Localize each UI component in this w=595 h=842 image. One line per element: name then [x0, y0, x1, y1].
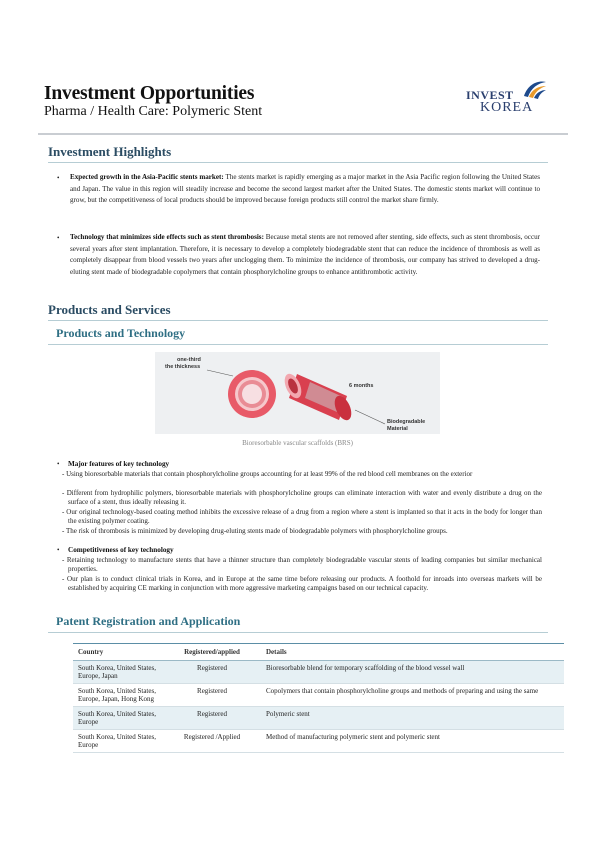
bullet-icon: • [57, 234, 60, 242]
section-heading-highlights: Investment Highlights [48, 144, 172, 159]
subsection-divider [48, 344, 548, 345]
stent-figure [155, 352, 440, 434]
competitiveness-item: - Retaining technology to manufacture stents that have a thinner structure than completely biodegradable vascular stents of leading companies but similar mechanical properties. [62, 556, 542, 573]
cell-status: Registered [163, 707, 261, 730]
cell-status: Registered [163, 684, 261, 707]
cell-details: Method of manufacturing polymeric stent and polymeric stent [261, 730, 564, 753]
document-title: Investment Opportunities [44, 83, 255, 104]
feature-item: - Using bioresorbable materials that contain phosphorylcholine groups accounting for at least 99% of the red blood cell membranes on the exterior [62, 470, 473, 478]
highlight-lead: Expected growth in the Asia-Pacific stents market: [70, 173, 224, 181]
feature-item: - Our original technology-based coating method inhibits the excessive release of a drug from a region where a stent is implanted so that it acts in the body for longer than the existing polymer coating. [62, 508, 542, 525]
section-divider [48, 320, 548, 321]
logo-text-invest: INVEST [466, 88, 514, 102]
cell-country: South Korea, United States, Europe, Japan, Hong Kong [73, 684, 163, 707]
cell-details: Bioresorbable blend for temporary scaffolding of the blood vessel wall [261, 661, 564, 684]
figure-label-thickness-line1: one-third [177, 357, 201, 363]
table-row [73, 684, 564, 707]
column-header-status: Registered/applied [163, 644, 261, 661]
figure-caption: Bioresorbable vascular scaffolds (BRS) [242, 439, 353, 447]
table-header-row [73, 644, 564, 661]
column-header-country: Country [73, 644, 163, 661]
cell-details: Copolymers that contain phosphorylcholine groups and methods of preparing and using the same [261, 684, 564, 707]
highlight-item-asia-pacific [70, 172, 540, 207]
figure-label-months: 6 months [349, 383, 374, 389]
column-header-details: Details [261, 644, 564, 661]
invest-korea-logo [466, 78, 556, 118]
document-subtitle: Pharma / Health Care: Polymeric Stent [44, 104, 263, 119]
cell-status: Registered [163, 661, 261, 684]
bullet-icon: • [57, 546, 60, 554]
bullet-icon: • [57, 460, 60, 468]
competitiveness-title: Competitiveness of key technology [68, 546, 174, 554]
cell-details: Polymeric stent [261, 707, 564, 730]
subsection-heading-technology: Products and Technology [56, 326, 186, 340]
header-divider [38, 133, 568, 135]
cell-country: South Korea, United States, Europe [73, 707, 163, 730]
cell-country: South Korea, United States, Europe [73, 730, 163, 753]
table-row [73, 661, 564, 684]
competitiveness-item: - Our plan is to conduct clinical trials in Korea, and in Europe at the same time before releasing our products. A foothold for inroads into overseas markets will be established by acquiring CE marking in conjunction with more aggressive marketing campaigns based on our technical capacity. [62, 575, 542, 592]
feature-item: - Different from hydrophilic polymers, bioresorbable materials with phosphorylcholine groups can eliminate interaction with water and evenly distribute a drug on the surface of a stent, thus ideally releasing it. [62, 489, 542, 506]
patent-table [73, 643, 564, 753]
bullet-icon: • [57, 174, 60, 182]
figure-label-material-line2: Material [387, 426, 408, 432]
stent-illustration [155, 352, 440, 434]
highlight-item-technology [70, 232, 540, 278]
document-header [0, 0, 595, 135]
section-heading-products: Products and Services [48, 302, 171, 317]
features-title: Major features of key technology [68, 460, 170, 468]
section-divider [48, 162, 548, 163]
subsection-divider [48, 632, 548, 633]
highlight-text: Because metal stents are not removed after stenting, side effects, such as stent thrombosis, occur several years after stent implantation. Therefore, it is necessary to develop a completely biodegradable stent that can reduce the incidence of thrombosis as well as completely disappear from blood vessels two years after unclogging them. To minimize the incidence of thrombosis, our company has strived to developed a drug-eluting stent made of biodegradable copolymers that contain phosphorylcholine groups to enhance antithrombotic activity. [70, 233, 541, 276]
figure-label-material-line1: Biodegradable [387, 419, 426, 425]
table-row [73, 707, 564, 730]
highlight-lead: Technology that minimizes side effects such as stent thrombosis: [70, 233, 264, 241]
cell-status: Registered /Applied [163, 730, 261, 753]
figure-label-thickness-line2: the thickness [165, 364, 201, 370]
feature-item: - The risk of thrombosis is minimized by developing drug-eluting stents made of biodegradable polymers with phosphorylcholine groups. [62, 527, 448, 535]
table-row [73, 730, 564, 753]
cell-country: South Korea, United States, Europe, Japan [73, 661, 163, 684]
highlight-text: The stents market is rapidly emerging as a major market in the Asia Pacific region following the United States and Japan. The value in this region will steadily increase and become the second largest market after the United States. The domestic stents market will continue to grow, but the competitiveness of local products should be improved because foreign products still control the market share firmly. [70, 173, 540, 204]
subsection-heading-patents: Patent Registration and Application [56, 614, 241, 628]
logo-text-korea: KOREA [480, 100, 534, 115]
logo-emblem-icon [520, 78, 548, 100]
